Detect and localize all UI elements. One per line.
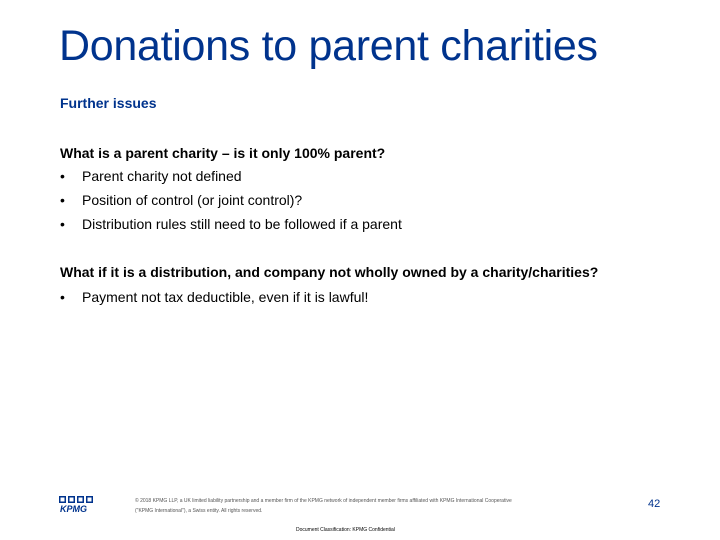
bullet-text: Parent charity not defined [82, 168, 242, 184]
bullet-text: Payment not tax deductible, even if it is lawful! [82, 289, 369, 305]
footer-legal [135, 496, 605, 516]
list-item [60, 289, 368, 313]
document-classification: Document Classification: KPMG Confidential [296, 527, 395, 533]
bullet-icon: • [60, 216, 65, 232]
slide-title: Donations to parent charities [59, 22, 598, 70]
kpmg-logo [59, 496, 93, 513]
slide-subtitle: Further issues [60, 95, 157, 111]
bullet-icon: • [60, 289, 65, 305]
section-heading-distribution: What if it is a distribution, and company not wholly owned by a charity/charities? [60, 264, 599, 280]
logo-text: KPMG [60, 504, 87, 513]
bullet-list-parent-charity [60, 168, 402, 240]
bullet-icon: • [60, 192, 65, 208]
page-number: 42 [648, 498, 661, 510]
section-heading-parent-charity: What is a parent charity – is it only 100% parent? [60, 145, 386, 161]
list-item [60, 192, 402, 216]
list-item [60, 168, 402, 192]
legal-line: © 2018 KPMG LLP, a UK limited liability partnership and a member firm of the KPMG network of independent member firms affiliated with KPMG International Cooperative [135, 498, 512, 504]
bullet-text: Position of control (or joint control)? [82, 192, 303, 208]
legal-line: ("KPMG International"), a Swiss entity. All rights reserved. [135, 508, 263, 514]
list-item [60, 216, 402, 240]
bullet-icon: • [60, 168, 65, 184]
bullet-list-distribution [60, 289, 368, 313]
bullet-text: Distribution rules still need to be followed if a parent [82, 216, 402, 232]
